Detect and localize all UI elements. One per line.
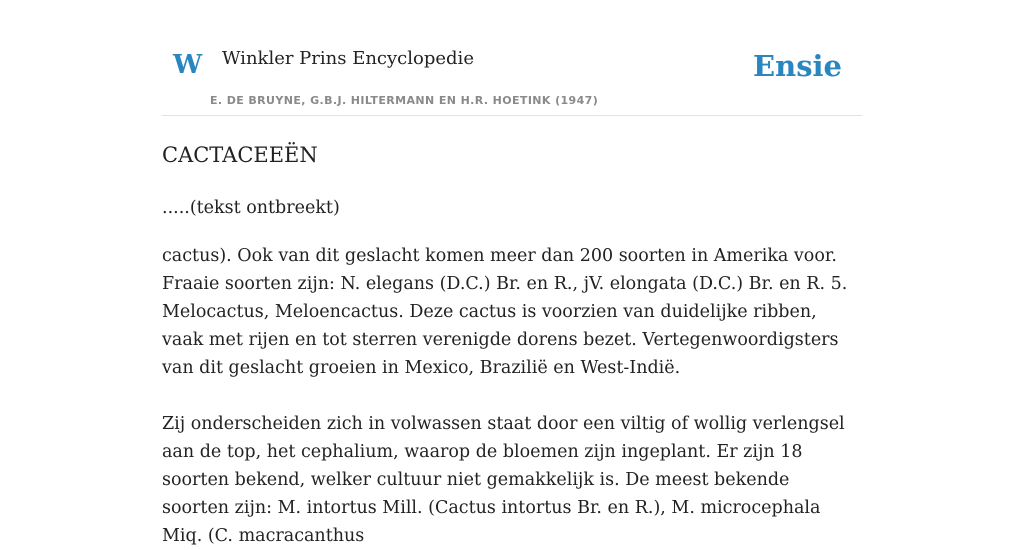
site-header [162, 40, 862, 116]
article-paragraph: .....(tekst ontbreekt) [162, 198, 340, 218]
article-paragraph: Zij onderscheiden zich in volwassen staat door een viltig of wollig verlengsel aan de top, het cephalium, waarop de bloemen zijn ingeplant. Er zijn 18 soorten bekend, welker cultuur niet gemakkelijk is. De meest bekende soorten zijn: M. intortus Mill. (Cactus intortus Br. en R.), M. microcephala Miq. (C. macracanthus [162, 414, 845, 546]
article [162, 140, 862, 550]
source-title[interactable]: Winkler Prins Encyclopedie [222, 48, 474, 69]
ensie-logo[interactable]: Ensie [753, 49, 842, 83]
source-authors: E. DE BRUYNE, G.B.J. HILTERMANN EN H.R. HOETINK (1947) [210, 94, 599, 107]
winkler-prins-logo[interactable]: W [173, 50, 203, 80]
article-title: CACTACEEËN [162, 143, 318, 167]
article-paragraph: cactus). Ook van dit geslacht komen meer dan 200 soorten in Amerika voor. Fraaie soorten zijn: N. elegans (D.C.) Br. en R., jV. elongata (D.C.) Br. en R. 5. Melocactus, Meloencactus. Deze cactus is voorzien van duidelijke ribben, vaak met rijen en tot sterren verenigde dorens bezet. Vertegenwoordigsters van dit geslacht groeien in Mexico, Brazilië en West-Indië. [162, 246, 848, 378]
